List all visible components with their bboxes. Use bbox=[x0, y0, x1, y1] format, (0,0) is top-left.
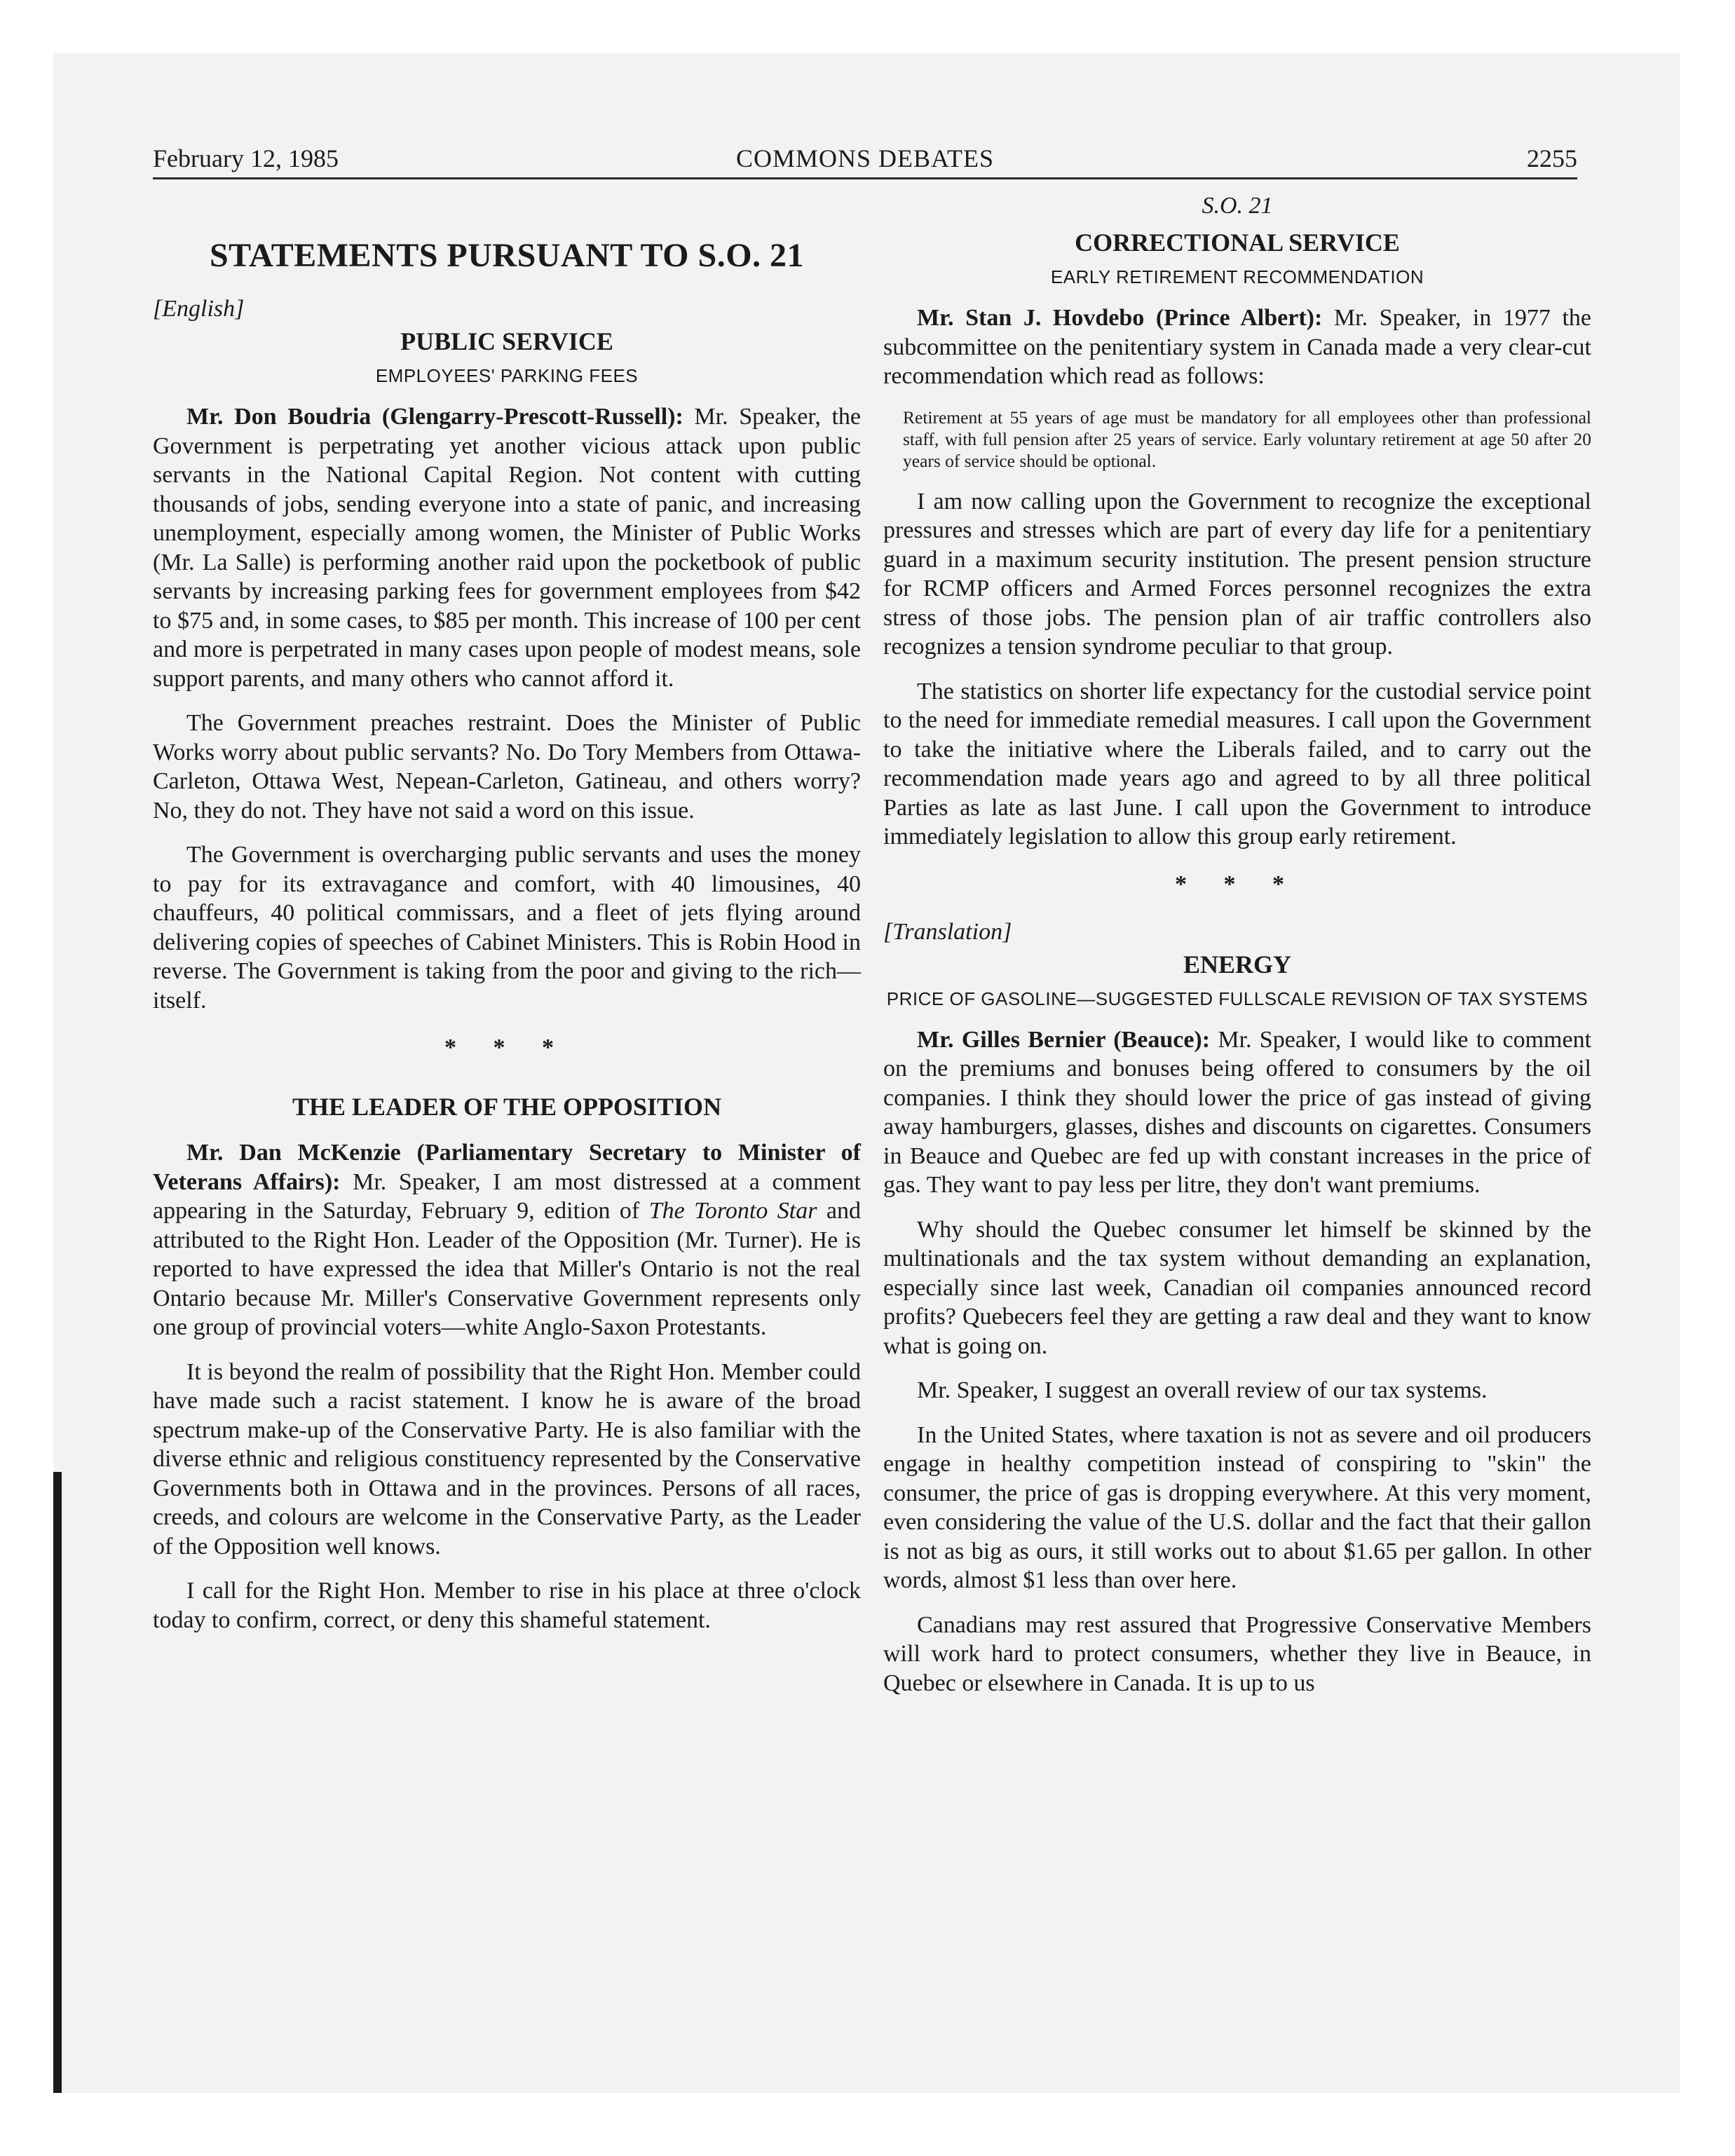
left-column bbox=[153, 193, 861, 1650]
speaker-name: Mr. Don Boudria (Glengarry-Prescott-Russell): bbox=[186, 404, 683, 430]
section-subtitle-parking-fees: EMPLOYEES' PARKING FEES bbox=[375, 365, 639, 386]
paragraph: Mr. Gilles Bernier (Beauce): Mr. Speaker, I would like to comment on the premiums and bonuses being offered to consumers by the oil companies. I think they should lower the price of gas instead of giving away hamburgers, glasses, dishes and discounts on cigarettes. Consumers in Beauce and Quebec are fed up with constant increases in the price of gas. They want to pay less per litre, they don't want premiums. bbox=[883, 1026, 1592, 1198]
paragraph: I call for the Right Hon. Member to rise in his place at three o'clock today to confirm, correct, or deny this shameful statement. bbox=[153, 1578, 861, 1633]
speaker-name: Mr. Gilles Bernier (Beauce): bbox=[917, 1026, 1211, 1053]
top-heading: S.O. 21 bbox=[1202, 193, 1273, 219]
right-column bbox=[883, 193, 1591, 1713]
paragraph: Mr. Dan McKenzie (Parliamentary Secretary to Minister of Veterans Affairs): Mr. Speaker, I am most distressed at a comment appearing in the Saturday, February 9, edition of The Toronto Star and attributed to the Right Hon. Leader of the Opposition (Mr. Turner). He is reported to have expressed the idea that Miller's Ontario is not the real Ontario because Mr. Miller's Conservative Government represents only one group of provincial voters—white Anglo-Saxon Protestants. bbox=[153, 1140, 862, 1340]
section-subtitle-early-retirement: EARLY RETIREMENT RECOMMENDATION bbox=[1050, 266, 1424, 287]
block-quote: Retirement at 55 years of age must be mandatory for all employees other than professional staff, with full pension after 25 years of service. Early voluntary retirement at age 50 after 20 years of service should be optional. bbox=[903, 407, 1591, 471]
section-title-energy: ENERGY bbox=[1183, 950, 1292, 978]
section-title-leader-opposition: THE LEADER OF THE OPPOSITION bbox=[292, 1093, 722, 1121]
speaker-name: Mr. Dan McKenzie (Parliamentary Secretary to Minister of Veterans Affairs): bbox=[153, 1140, 861, 1195]
main-title: STATEMENTS PURSUANT TO S.O. 21 bbox=[209, 237, 805, 274]
paragraph: In the United States, where taxation is not as severe and oil producers engage in healthy competition instead of conspiring to "skin" the consumer, the price of gas is dropping everywhere. At this very moment, even considering the value of the U.S. dollar and the fact that their gallon is not as big as ours, it still works out to about $1.65 per gallon. In other words, almost $1 less than over here. bbox=[883, 1421, 1591, 1593]
language-tag-english: [English] bbox=[153, 296, 245, 322]
section-title-correctional-service: CORRECTIONAL SERVICE bbox=[1075, 228, 1400, 257]
paragraph: Mr. Speaker, I suggest an overall review of our tax systems. bbox=[917, 1377, 1488, 1403]
section-subtitle-gasoline: PRICE OF GASOLINE—SUGGESTED FULLSCALE REVISION OF TAX SYSTEMS bbox=[886, 988, 1588, 1009]
scan-edge-shadow bbox=[53, 1472, 62, 2093]
paragraph: The statistics on shorter life expectancy for the custodial service point to the need for immediate remedial measures. I call upon the Government to take the initiative where the Liberals failed, and to carry out the recommendation made years ago and agreed to by all three political Parties as late as last June. I call upon the Government to introduce immediately legislation to allow this group early retirement. bbox=[883, 678, 1591, 850]
speaker-name: Mr. Stan J. Hovdebo (Prince Albert): bbox=[917, 305, 1323, 331]
paragraph: The Government is overcharging public servants and uses the money to pay for its extravagance and comfort, with 40 limousines, 40 chauffeurs, 40 political commissars, and a fleet of jets flying around delivering copies of speeches of Cabinet Ministers. This is Robin Hood in reverse. The Government is taking from the poor and giving to the rich—itself. bbox=[153, 842, 861, 1014]
paragraph: Mr. Stan J. Hovdebo (Prince Albert): Mr. Speaker, in 1977 the subcommittee on the penitentiary system in Canada made a very clear-cut recommendation which read as follows: bbox=[883, 305, 1591, 389]
language-tag-translation: [Translation] bbox=[883, 918, 1012, 945]
paragraph: It is beyond the realm of possibility that the Right Hon. Member could have made such a racist statement. I know he is aware of the broad spectrum make-up of the Conservative Party. He is also familiar with the diverse ethnic and religious constituency represented by the Conservative Governments both in Ottawa and in the provinces. Persons of all races, creeds, and colours are welcome in the Conservative Party, as the Leader of the Opposition well knows. bbox=[153, 1358, 861, 1560]
paragraph: Why should the Quebec consumer let himself be skinned by the multinationals and the tax system without demanding an explanation, especially since last week, Canadian oil companies announced record profits? Quebecers feel they are getting a raw deal and they want to know what is going on. bbox=[883, 1216, 1591, 1359]
paragraph: I am now calling upon the Government to recognize the exceptional pressures and stresses which are part of every day life for a penitentiary guard in a maximum security institution. The present pension structure for RCMP officers and Armed Forces personnel recognizes the extra stress of those jobs. The pension plan of air traffic controllers also recognizes a tension syndrome peculiar to that group. bbox=[883, 488, 1591, 660]
page-header bbox=[153, 137, 1577, 179]
section-separator: * * * bbox=[444, 1035, 569, 1060]
header-date: February 12, 1985 bbox=[153, 144, 339, 172]
header-page-number: 2255 bbox=[1527, 144, 1577, 172]
header-publication: COMMONS DEBATES bbox=[735, 144, 995, 172]
section-title-public-service: PUBLIC SERVICE bbox=[400, 327, 613, 355]
paragraph: The Government preaches restraint. Does the Minister of Public Works worry about public servants? No. Do Tory Members from Ottawa-Carleton, Ottawa West, Nepean-Carleton, Gatineau, and others worry? No, they do not. They have not said a word on this issue. bbox=[153, 710, 861, 824]
newspaper-title: The Toronto Star bbox=[648, 1198, 817, 1224]
paragraph: Canadians may rest assured that Progressive Conservative Members will work hard to protect consumers, whether they live in Beauce, in Quebec or elsewhere in Canada. It is up to us bbox=[883, 1611, 1591, 1696]
section-separator: * * * bbox=[1175, 871, 1300, 897]
paragraph: Mr. Don Boudria (Glengarry-Prescott-Russell): Mr. Speaker, the Government is perpetrating yet another vicious attack upon public servants in the National Capital Region. Not content with cutting thousands of jobs, sending everyone into a state of panic, and increasing unemployment, especially among women, the Minister of Public Works (Mr. La Salle) is performing another raid upon the pocketbook of public servants by increasing parking fees for government employees from $42 to $75 and, in some cases, to $85 per month. This increase of 100 per cent and more is perpetrated in many cases upon people of modest means, sole support parents, and many others who cannot afford it. bbox=[153, 404, 862, 692]
